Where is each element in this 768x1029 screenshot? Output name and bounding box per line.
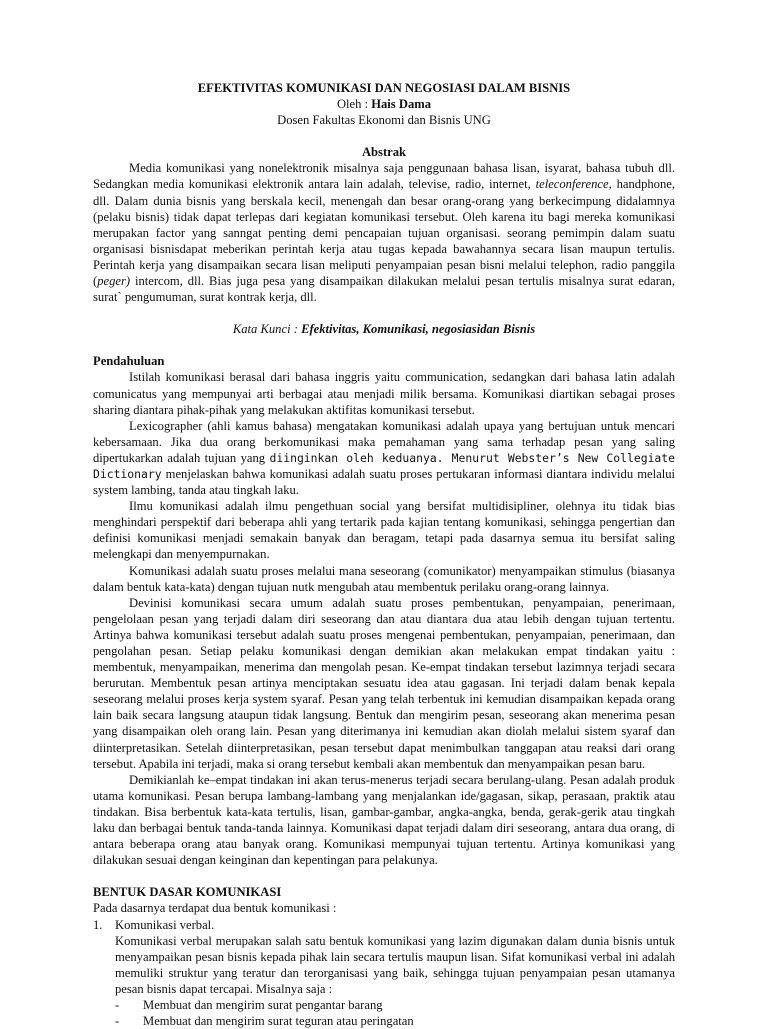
intro-paragraph-3: Ilmu komunikasi adalah ilmu pengethuan social yang bersifat multidisipliner, olehnya itu tidak bias menghindari perspektif dari beberapa ahli yang tertarik pada kajian tentang komunikasi, sehingga pengertian dan definisi komunikasi menjadi semakain banyak dan beragam, tetapi pada dasarnya semua itu bersifat saling melengkapi dan menyempurnakan.: [93, 499, 675, 562]
abstract-text-a: Media komunikasi yang nonelektronik misalnya saja penggunaan bahasa lisan, isyarat, bahasa tubuh dll. Sedangkan media komunikasi elektronik antara lain adalah, televise, radio, internet,: [93, 161, 675, 192]
abstract-text-b: , handphone, dll. Dalam dunia bisnis yang berskala kecil, menengah dan besar orang-orang yang berkecimpung didalamnya (pelaku bisnis) tidak dapat terlepas dari kegiatan komunikasi tersebut. Oleh karena itu bagi mereka komunikasi merupakan factor yang sanngat penting demi pencapaian tujuan organisasi. seorang pemimpin dalam suatu organisasi bisnisdapat meberikan perintah kerja atau tugas kepada bawahannya secara lisan maupun tertulis. Perintah kerja yang disampaikan secara lisan meliputi penyampaian pesan bisni melalui telephon, radio panggila (: [93, 177, 676, 289]
abstract-text-c: intercom, dll. Bias juga pesa yang disampaikan dilakukan melalui pesan tertulis misalnya surat edaran, surat` pengumuman, surat kontrak kerja, dll.: [93, 274, 675, 305]
author-prefix: Oleh :: [336, 97, 372, 112]
keywords-label: Kata Kunci :: [232, 322, 302, 337]
bullet-mark: -: [115, 1014, 120, 1029]
list-item-verbal: [93, 917, 675, 933]
intro-heading: Pendahuluan: [93, 354, 165, 369]
intro-p2-mono: diinginkan oleh keduanya. Menurut Webster’s New Collegiate Dictionary: [93, 450, 675, 481]
bullet-item: [115, 1013, 675, 1029]
affiliation: Dosen Fakultas Ekonomi dan Bisnis UNG: [277, 113, 491, 128]
bullet-text: Membuat dan mengirim surat teguran atau peringatan: [143, 1014, 414, 1029]
bullet-mark: -: [115, 997, 120, 1012]
bentuk-lead: Pada dasarnya terdapat dua bentuk komunikasi :: [93, 901, 337, 916]
intro-paragraph-6: Demikianlah ke–empat tindakan ini akan terus-menerus terjadi secara berulang-ulang. Pesan adalah produk utama komunikasi. Pesan berupa lambang-lambang yang menjalankan ide/gagasan, sikap, perasaan, praktik atau tindakan. Bisa berbentuk kata-kata tertulis, lisan, gambar-gambar, angka-angka, benda, gerak-gerik atau tingkah laku dan berbagai bentuk tanda-tanda lainnya. Komunikasi dapat terjadi dalam diri seseorang, antara dua orang, di antara beberapa orang atau banyak orang. Komunikasi mempunyai tujuan tertentu. Artinya komunikasi yang dilakukan sesuai dengan keinginan dan kepentingan para pelakunya.: [93, 772, 675, 868]
abstract-teleconference: teleconference: [535, 177, 609, 192]
bentuk-heading: BENTUK DASAR KOMUNIKASI: [93, 885, 282, 900]
bullet-text: Membuat dan mengirim surat pengantar barang: [143, 997, 383, 1012]
intro-paragraph-4: Komunikasi adalah suatu proses melalui mana seseorang (comunikator) menyampaikan stimulus (biasanya dalam bentuk kata-kata) dengan tujuan nutk mengubah atau membentuk perilaku orang-orang lainnya.: [93, 563, 675, 594]
intro-paragraph-1: Istilah komunikasi berasal dari bahasa inggris yaitu communication, sedangkan dari bahasa latin adalah comunicatus yang mempunyai arti berbagai atau menjadi milik bersama. Komunikasi diartikan sebagai proses sharing diantara pihak-pihak yang melakukan aktifitas komunikasi tersebut.: [93, 370, 675, 417]
author-line: [93, 96, 675, 112]
paper-title: EFEKTIVITAS KOMUNIKASI DAN NEGOSIASI DALAM BISNIS: [197, 81, 571, 95]
intro-paragraph-2: [93, 418, 675, 498]
verbal-description: Komunikasi verbal merupakan salah satu bentuk komunikasi yang lazim digunakan dalam dunia bisnis untuk menyampaikan pesan bisnis kepada pihak lain secara tertulis maupun lisan. Sifat komunikasi verbal ini adalah memuliki struktur yang teratur dan terorganisasi yang baik, sehingga tujuan penyampaian pesan utamanya pesan bisnis dapat tercapai. Misalnya saja :: [115, 933, 675, 996]
list-number: 1.: [93, 917, 103, 932]
abstract-heading: Abstrak: [361, 145, 407, 160]
abstract-paragraph: [93, 160, 675, 305]
author-name: Hais Dama: [371, 97, 432, 112]
abstract-peger: peger): [97, 274, 131, 289]
intro-paragraph-5: Devinisi komunikasi secara umum adalah suatu proses pembentukan, penyampaian, penerimaan, pengelolaan pesan yang terjadi dalam diri seseorang dan atau diantara dua atau lebih dengan tujuan tertentu. Artinya bahwa komunikasi tersebut adalah suatu proses mengenai pembentukan, penyampaian, penerimaan, dan pengolahan pesan. Setiap pelaku komunikasi dengan demikian akan melakukan empat tindakan yaitu : membentuk, menyampaikan, menerima dan mengolah pesan. Ke-empat tindakan tersebut lazimnya terjadi secara berurutan. Membentuk pesan artinya menciptakan sesuatu idea atau gagasan. Ini terjadi dalam benak kepala seseorang melalui proses kerja system syaraf. Pesan yang telah terbentuk ini kemudian disampaikan kepada orang lain baik secara langsung ataupun tidak langsung. Bentuk dan mengirim pesan, seseorang akan menerima pesan yang disampaikan oleh orang lain. Pesan yang diterimanya ini kemudian akan diolah melalui sistem syaraf dan diinterpretasikan. Setelah diinterpretasikan, pesan tersebut dapat menimbulkan tanggapan atau reaksi dari orang tersebut. Apabila ini terjadi, maka si orang tersebut kembali akan membentuk dan menyampaikan pesan baru.: [93, 595, 675, 771]
intro-p2-text-b: menjelaskan bahwa komunikasi adalah suatu proses pertukaran informasi diantara individu melalui system lambing, tanda atau tingkah laku.: [93, 466, 675, 498]
bullet-item: [115, 997, 675, 1013]
list-item-label: Komunikasi verbal.: [115, 917, 215, 932]
keywords-value: Efektivitas, Komunikasi, negosiasidan Bisnis: [301, 322, 536, 337]
intro-p2-text-a: Lexicographer (ahli kamus bahasa) mengatakan komunikasi adalah upaya yang bertujuan untuk mencari kebersamaan. Jika dua orang berkomunikasi maka pemahaman yang sama terhadap pesan yang saling dipertukarkan adalah tujuan yang: [93, 418, 675, 465]
keywords-line: [93, 321, 675, 337]
